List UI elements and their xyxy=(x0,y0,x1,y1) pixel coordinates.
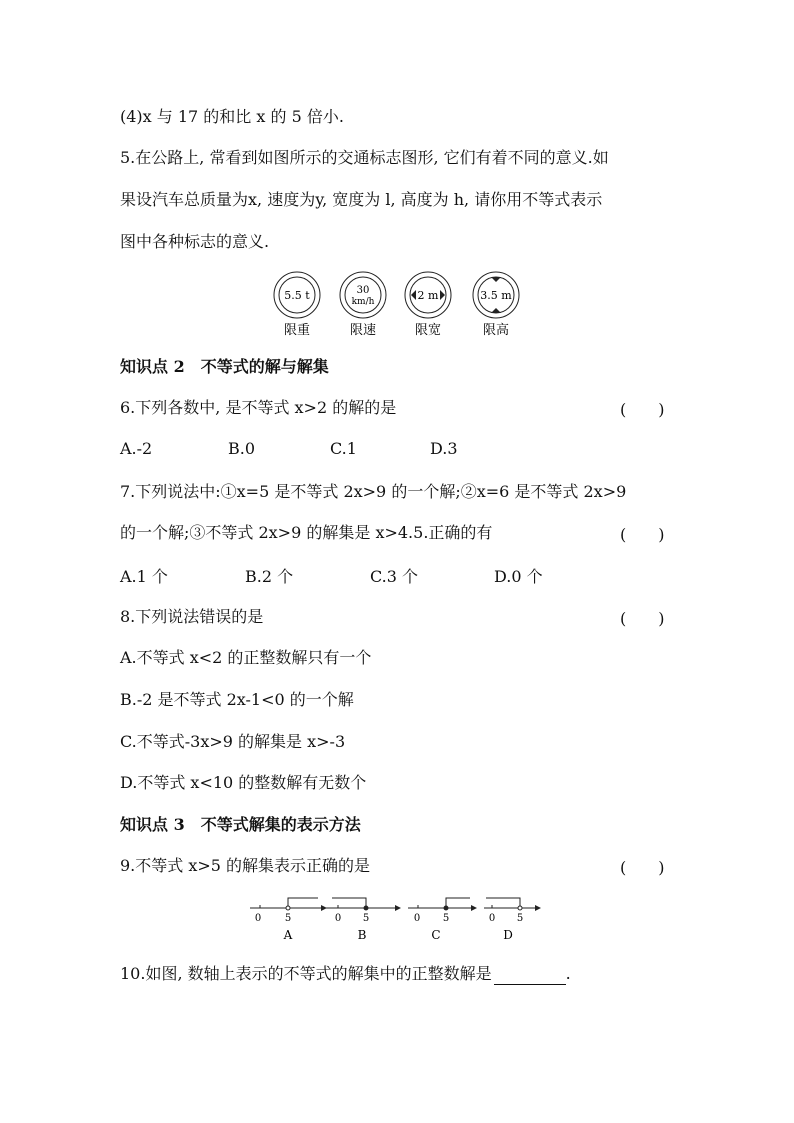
sign-width-caption: 限宽 xyxy=(414,323,442,338)
axis-b-option-label: B xyxy=(357,928,367,942)
width-arrow-right-icon xyxy=(440,290,445,300)
axis-d-five-label: 5 xyxy=(516,913,524,924)
question-5-line-3: 图中各种标志的意义. xyxy=(120,232,270,251)
height-arrow-bottom-icon xyxy=(491,308,501,313)
question-6-answer-paren: ( ) xyxy=(620,400,665,419)
question-8-option-b: B.-2 是不等式 2x-1<0 的一个解 xyxy=(120,690,354,709)
question-10 xyxy=(120,963,571,985)
question-7-answer-paren: ( ) xyxy=(620,525,665,544)
width-arrow-left-icon xyxy=(411,290,416,300)
sign-speed-limit xyxy=(340,272,386,338)
axis-b-zero-label: 0 xyxy=(334,913,342,924)
sign-speed-value: 30 xyxy=(356,285,370,296)
sign-weight-value: 5.5 t xyxy=(284,289,310,302)
sign-height-limit xyxy=(473,272,519,338)
height-arrow-top-icon xyxy=(491,277,501,282)
axis-c-zero-label: 0 xyxy=(413,913,421,924)
question-8-stem: 8.下列说法错误的是 xyxy=(120,607,264,626)
axis-a-zero-label: 0 xyxy=(254,913,262,924)
question-6-option-d: D.3 xyxy=(430,439,458,458)
question-9-stem: 9.不等式 x>5 的解集表示正确的是 xyxy=(120,856,371,875)
question-4-subpart: (4)x 与 17 的和比 x 的 5 倍小. xyxy=(120,107,344,126)
section-heading-3: 知识点 3 不等式解集的表示方法 xyxy=(120,815,361,834)
question-5-line-2: 果设汽车总质量为x, 速度为y, 宽度为 l, 高度为 h, 请你用不等式表示 xyxy=(120,190,603,209)
question-7-line-2: 的一个解;③不等式 2x>9 的解集是 x>4.5.正确的有 xyxy=(120,523,493,542)
question-8-option-a: A.不等式 x<2 的正整数解只有一个 xyxy=(120,648,372,667)
question-6-option-b: B.0 xyxy=(228,439,256,458)
number-line-option-c xyxy=(408,898,476,942)
question-10-end: . xyxy=(565,964,571,983)
question-7-option-a: A.1 个 xyxy=(120,567,168,586)
sign-speed-unit: km/h xyxy=(351,297,375,307)
question-7-option-d: D.0 个 xyxy=(494,567,543,586)
sign-speed-caption: 限速 xyxy=(349,323,377,338)
number-line-option-d xyxy=(484,898,540,942)
axis-a-five-label: 5 xyxy=(284,913,292,924)
sign-width-limit xyxy=(405,272,451,338)
question-7-line-1: 7.下列说法中:①x=5 是不等式 2x>9 的一个解;②x=6 是不等式 2x>9 xyxy=(120,482,627,501)
axis-c-option-label: C xyxy=(431,928,441,942)
sign-weight-caption: 限重 xyxy=(283,323,311,338)
sign-weight-limit xyxy=(274,272,320,338)
question-7-option-c: C.3 个 xyxy=(370,567,419,586)
axis-b-five-label: 5 xyxy=(362,913,370,924)
question-5-line-1: 5.在公路上, 常看到如图所示的交通标志图形, 它们有着不同的意义.如 xyxy=(120,148,609,167)
question-8-answer-paren: ( ) xyxy=(620,609,665,628)
axis-a-option-label: A xyxy=(283,928,293,942)
question-8-option-d: D.不等式 x<10 的整数解有无数个 xyxy=(120,773,367,792)
number-line-option-b xyxy=(324,898,400,942)
axis-c-five-label: 5 xyxy=(442,913,450,924)
sign-height-value: 3.5 m xyxy=(480,289,512,302)
traffic-signs-figure xyxy=(0,270,794,340)
question-6-stem: 6.下列各数中, 是不等式 x>2 的解的是 xyxy=(120,398,397,417)
axis-d-option-label: D xyxy=(503,928,513,942)
section-heading-2: 知识点 2 不等式的解与解集 xyxy=(120,357,329,376)
question-10-stem: 10.如图, 数轴上表示的不等式的解集中的正整数解是 xyxy=(120,964,492,983)
sign-width-value: 2 m xyxy=(417,289,439,302)
number-line-option-a xyxy=(250,898,326,942)
question-9-answer-paren: ( ) xyxy=(620,858,665,877)
question-6-option-a: A.-2 xyxy=(120,439,153,458)
sign-height-caption: 限高 xyxy=(482,323,510,338)
number-line-options-figure xyxy=(0,890,794,950)
question-8-option-c: C.不等式-3x>9 的解集是 x>-3 xyxy=(120,732,346,751)
answer-blank[interactable] xyxy=(494,968,566,985)
question-7-option-b: B.2 个 xyxy=(245,567,294,586)
question-6-option-c: C.1 xyxy=(330,439,357,458)
axis-d-zero-label: 0 xyxy=(488,913,496,924)
